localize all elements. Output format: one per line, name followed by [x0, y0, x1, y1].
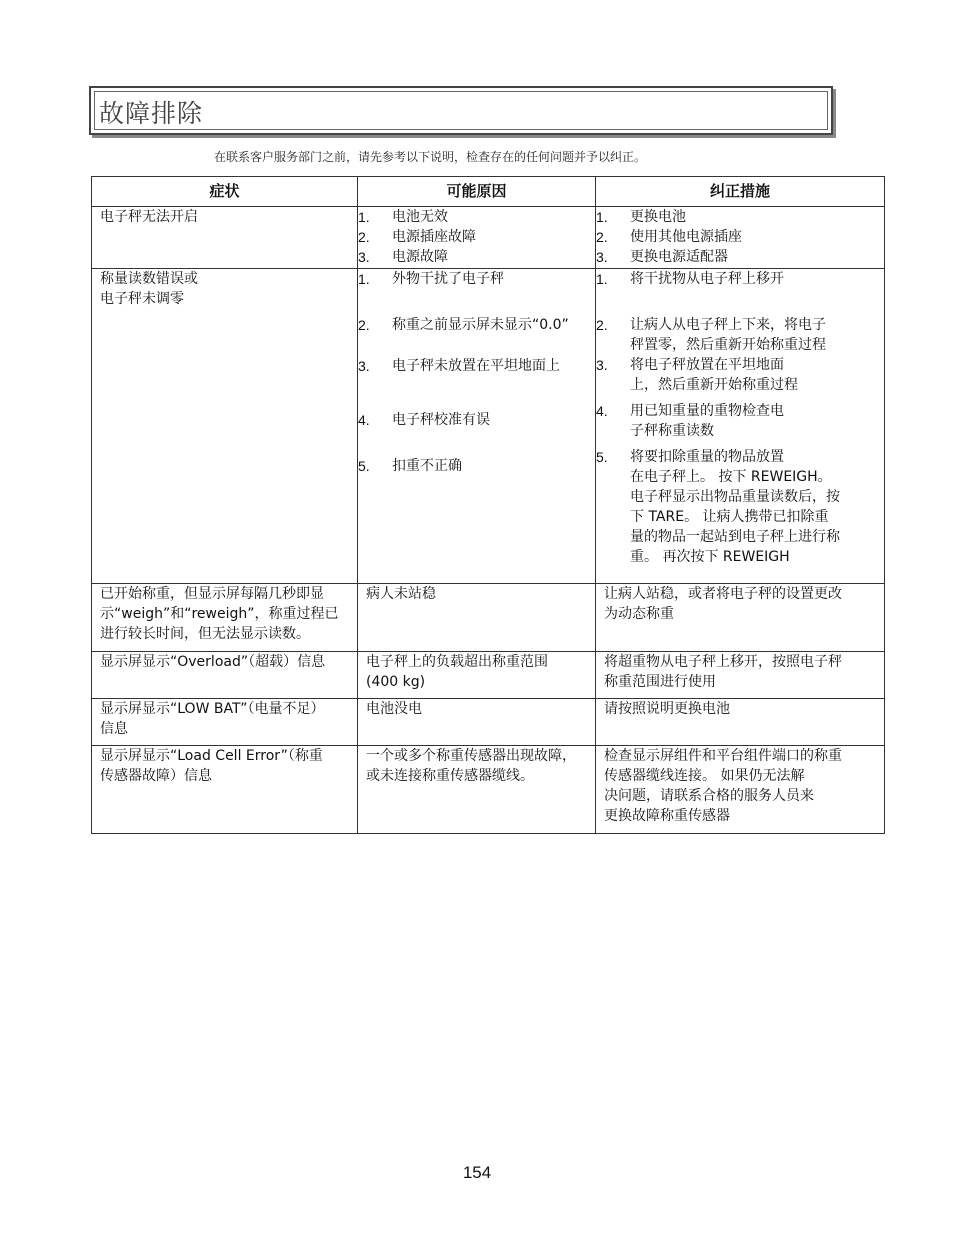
header-symptom: 症状 — [92, 177, 358, 207]
header-cause: 可能原因 — [358, 177, 596, 207]
cause-text: 电子秤上的负载超出称重范围 (400 kg) — [366, 654, 548, 690]
cause-cell — [358, 584, 596, 652]
symptom-text: 称量读数错误或 电子秤未调零 — [100, 271, 198, 307]
symptom-text: 显示屏显示“Load Cell Error”（称重 传感器故障）信息 — [100, 748, 323, 784]
list-item: 4. 用已知重量的重物检查电 子秤称重读数 — [596, 403, 784, 439]
cause-list — [358, 207, 595, 267]
action-list — [596, 269, 884, 567]
list-item: 2. 使用其他电源插座 — [596, 229, 742, 245]
list-item: 1. 电池无效 — [358, 209, 448, 225]
troubleshooting-table — [91, 176, 885, 834]
list-item: 3. 电源故障 — [358, 249, 448, 265]
action-cell — [596, 207, 885, 269]
page-number: 154 — [462, 1163, 492, 1182]
table-header-row — [92, 177, 885, 207]
cause-cell — [358, 746, 596, 834]
symptom-cell — [92, 584, 358, 652]
title-box-inner-border — [94, 91, 828, 130]
symptom-cell — [92, 746, 358, 834]
list-item: 1. 将干扰物从电子秤上移开 — [596, 271, 784, 287]
symptom-text: 电子秤无法开启 — [100, 209, 198, 225]
symptom-text: 显示屏显示“Overload”（超载）信息 — [100, 654, 326, 670]
table-row — [92, 269, 885, 584]
list-item: 1. 更换电池 — [596, 209, 686, 225]
cause-cell — [358, 699, 596, 746]
action-cell — [596, 699, 885, 746]
list-item: 3. 电子秤未放置在平坦地面上 — [358, 358, 560, 374]
symptom-cell — [92, 652, 358, 699]
cause-text: 一个或多个称重传感器出现故障， 或未连接称重传感器缆线。 — [366, 748, 576, 784]
table-row — [92, 746, 885, 834]
symptom-cell — [92, 207, 358, 269]
action-cell — [596, 652, 885, 699]
list-item: 4. 电子秤校准有误 — [358, 412, 490, 428]
list-item: 1. 外物干扰了电子秤 — [358, 271, 504, 287]
table-row — [92, 699, 885, 746]
cause-text: 电池没电 — [366, 701, 422, 717]
table-row — [92, 207, 885, 269]
action-text: 将超重物从电子秤上移开，按照电子秤 称重范围进行使用 — [604, 654, 842, 690]
action-text: 让病人站稳，或者将电子秤的设置更改 为动态称重 — [604, 586, 842, 622]
table-row — [92, 652, 885, 699]
action-text: 请按照说明更换电池 — [604, 701, 730, 717]
list-item: 5. 将要扣除重量的物品放置 在电子秤上。 按下 REWEIGH。 电子秤显示出物品重量读数后，按 下 TARE。 让病人携带已扣除重 量的物品一起站到电子秤上进行称 重。 再次按下 REWEIGH — [596, 449, 840, 565]
cause-cell — [358, 269, 596, 584]
symptom-cell — [92, 699, 358, 746]
symptom-cell — [92, 269, 358, 584]
action-cell — [596, 584, 885, 652]
intro-text: 在联系客户服务部门之前，请先参考以下说明，检查存在的任何问题并予以纠正。 — [214, 150, 647, 164]
action-cell — [596, 269, 885, 584]
title-box — [89, 86, 833, 135]
list-item: 2. 让病人从电子秤上下来，将电子 秤置零，然后重新开始称重过程 — [596, 317, 826, 353]
action-text: 检查显示屏组件和平台组件端口的称重 传感器缆线连接。 如果仍无法解 决问题，请联系合格的服务人员来 更换故障称重传感器 — [604, 748, 842, 824]
cause-cell — [358, 652, 596, 699]
header-action: 纠正措施 — [596, 177, 885, 207]
list-item: 3. 将电子秤放置在平坦地面 上，然后重新开始称重过程 — [596, 357, 798, 393]
list-item: 2. 电源插座故障 — [358, 229, 476, 245]
page-title: 故障排除 — [99, 99, 204, 128]
cause-list — [358, 269, 595, 476]
table-row — [92, 584, 885, 652]
cause-cell — [358, 207, 596, 269]
action-list — [596, 207, 884, 267]
symptom-text: 显示屏显示“LOW BAT”（电量不足） 信息 — [100, 701, 325, 737]
cause-text: 病人未站稳 — [366, 586, 436, 602]
action-cell — [596, 746, 885, 834]
symptom-text: 已开始称重，但显示屏每隔几秒即显 示“weigh”和“reweigh”，称重过程已 进行较长时间，但无法显示读数。 — [100, 586, 339, 642]
list-item: 5. 扣重不正确 — [358, 458, 462, 474]
list-item: 3. 更换电源适配器 — [596, 249, 728, 265]
list-item: 2. 称重之前显示屏未显示“0.0” — [358, 317, 569, 333]
